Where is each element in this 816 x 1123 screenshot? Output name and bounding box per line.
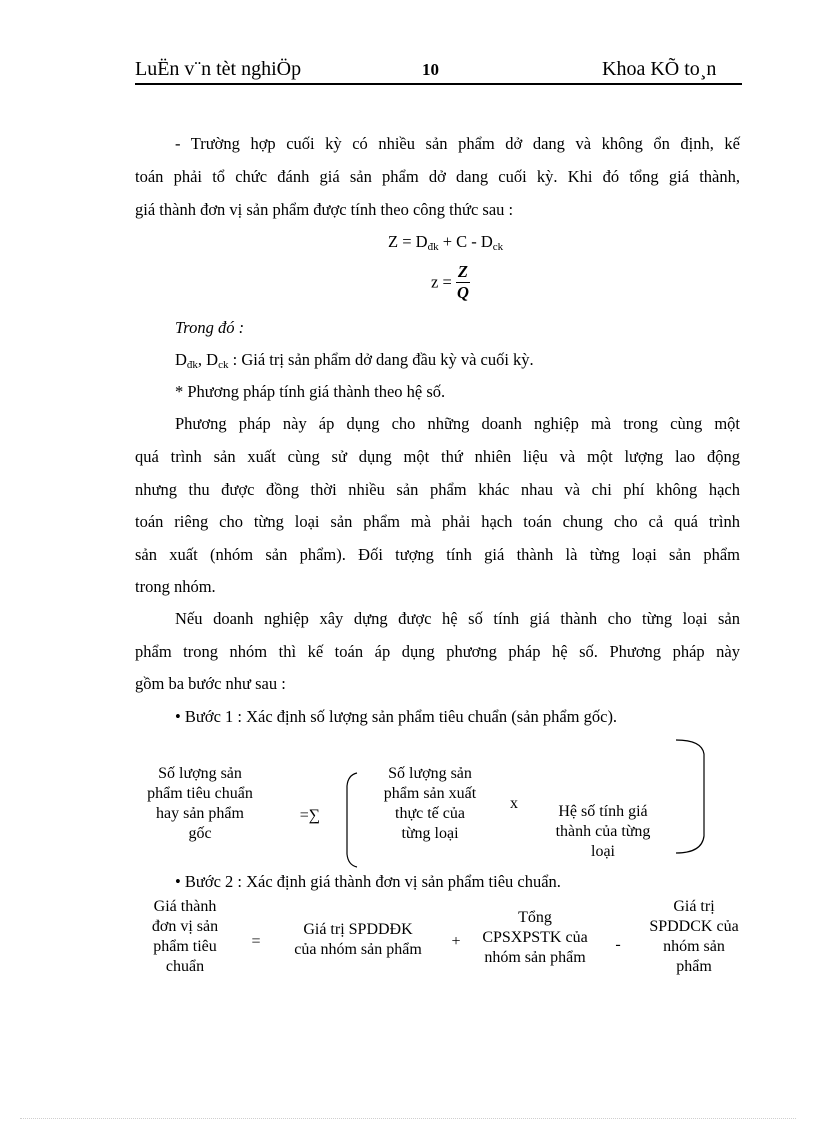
where-definition: $D_{đk}$, $D_{ck}$ : Giá trị sản phẩm dở dang đầu kỳ và cuối kỳ.: [175, 350, 534, 371]
page-number: 10: [422, 60, 439, 79]
method-heading: * Phương pháp tính giá thành theo hệ số.: [175, 382, 446, 401]
page-bottom-dotted-rule: [20, 1118, 796, 1119]
diagram2-minus: -: [615, 936, 621, 953]
header-rule: [135, 83, 742, 85]
para3-line2: phẩm trong nhóm thì kế toán áp dụng phương pháp hệ số. Phương pháp này: [135, 642, 740, 661]
para1-line2: toán phải tổ chức đánh giá sản phẩm dở dang cuối kỳ. Khi đó tổng giá thành,: [135, 167, 740, 186]
para2-line1: Phương pháp này áp dụng cho những doanh nghiệp mà trong cùng một: [175, 414, 740, 433]
diagram2-total-cost: Tổng CPSXPSTK của nhóm sản phẩm: [482, 909, 588, 966]
diagram1-left: Số lượng sản phẩm tiêu chuẩn hay sản phẩm gốc: [147, 765, 253, 842]
step1: • Bước 1 : Xác định số lượng sản phẩm tiêu chuẩn (sản phẩm gốc).: [175, 707, 618, 726]
header-left: LuËn v¨n tèt nghiÖp: [135, 58, 302, 80]
left-brace: [340, 770, 360, 870]
diagram2-plus: +: [451, 933, 461, 950]
para2-line6: trong nhóm.: [135, 577, 216, 596]
diagram1-right: Hệ số tính giá thành của từng loại: [555, 803, 651, 860]
para1-line3: giá thành đơn vị sản phẩm được tính theo công thức sau :: [135, 200, 514, 219]
para1-line1: - Trường hợp cuối kỳ có nhiều sản phẩm dở dang và không ổn định, kế: [175, 134, 740, 153]
para2-line5: sản xuất (nhóm sản phẩm). Đối tượng tính giá thành là từng loại sản phẩm: [135, 545, 740, 564]
diagram1-middle: Số lượng sản phẩm sản xuất thực tế của từng loại: [383, 765, 477, 842]
para3-line1: Nếu doanh nghiệp xây dựng được hệ số tính giá thành cho từng loại sản: [175, 609, 740, 628]
times-sign: x: [510, 795, 518, 812]
para3-line3: gồm ba bước như sau :: [135, 674, 286, 693]
diagram2-closing-wip: Giá trị SPDDCK của nhóm sản phẩm: [649, 898, 739, 975]
right-brace: [670, 736, 712, 858]
para2-line2: quá trình sản xuất cùng sử dụng một thứ nhiên liệu và một lượng lao động: [135, 447, 740, 466]
para2-line4: toán riêng cho từng loại sản phẩm mà phải hạch toán chung cho cả quá trình: [135, 512, 740, 531]
where-label: Trong đó :: [175, 318, 245, 337]
diagram2-unit-cost: Giá thành đơn vị sản phẩm tiêu chuẩn: [151, 898, 219, 975]
step2: • Bước 2 : Xác định giá thành đơn vị sản phẩm tiêu chuẩn.: [175, 872, 561, 891]
fraction: $\frac{Z}{Q}$: [456, 262, 469, 302]
diagram2-equals: =: [251, 933, 261, 950]
formula-total-cost: $Z = D_{đk} + C - D_{ck}$: [388, 232, 504, 253]
equals-sigma: =∑: [299, 807, 321, 824]
formula-unit-cost: z = $\frac{Z}{Q}$: [431, 262, 469, 302]
diagram2-opening-wip: Giá trị SPDDĐK của nhóm sản phẩm: [294, 921, 422, 958]
header-right: Khoa KÕ to¸n: [602, 58, 717, 80]
para2-line3: nhưng thu được đồng thời nhiều sản phẩm khác nhau và chi phí không hạch: [135, 480, 740, 499]
